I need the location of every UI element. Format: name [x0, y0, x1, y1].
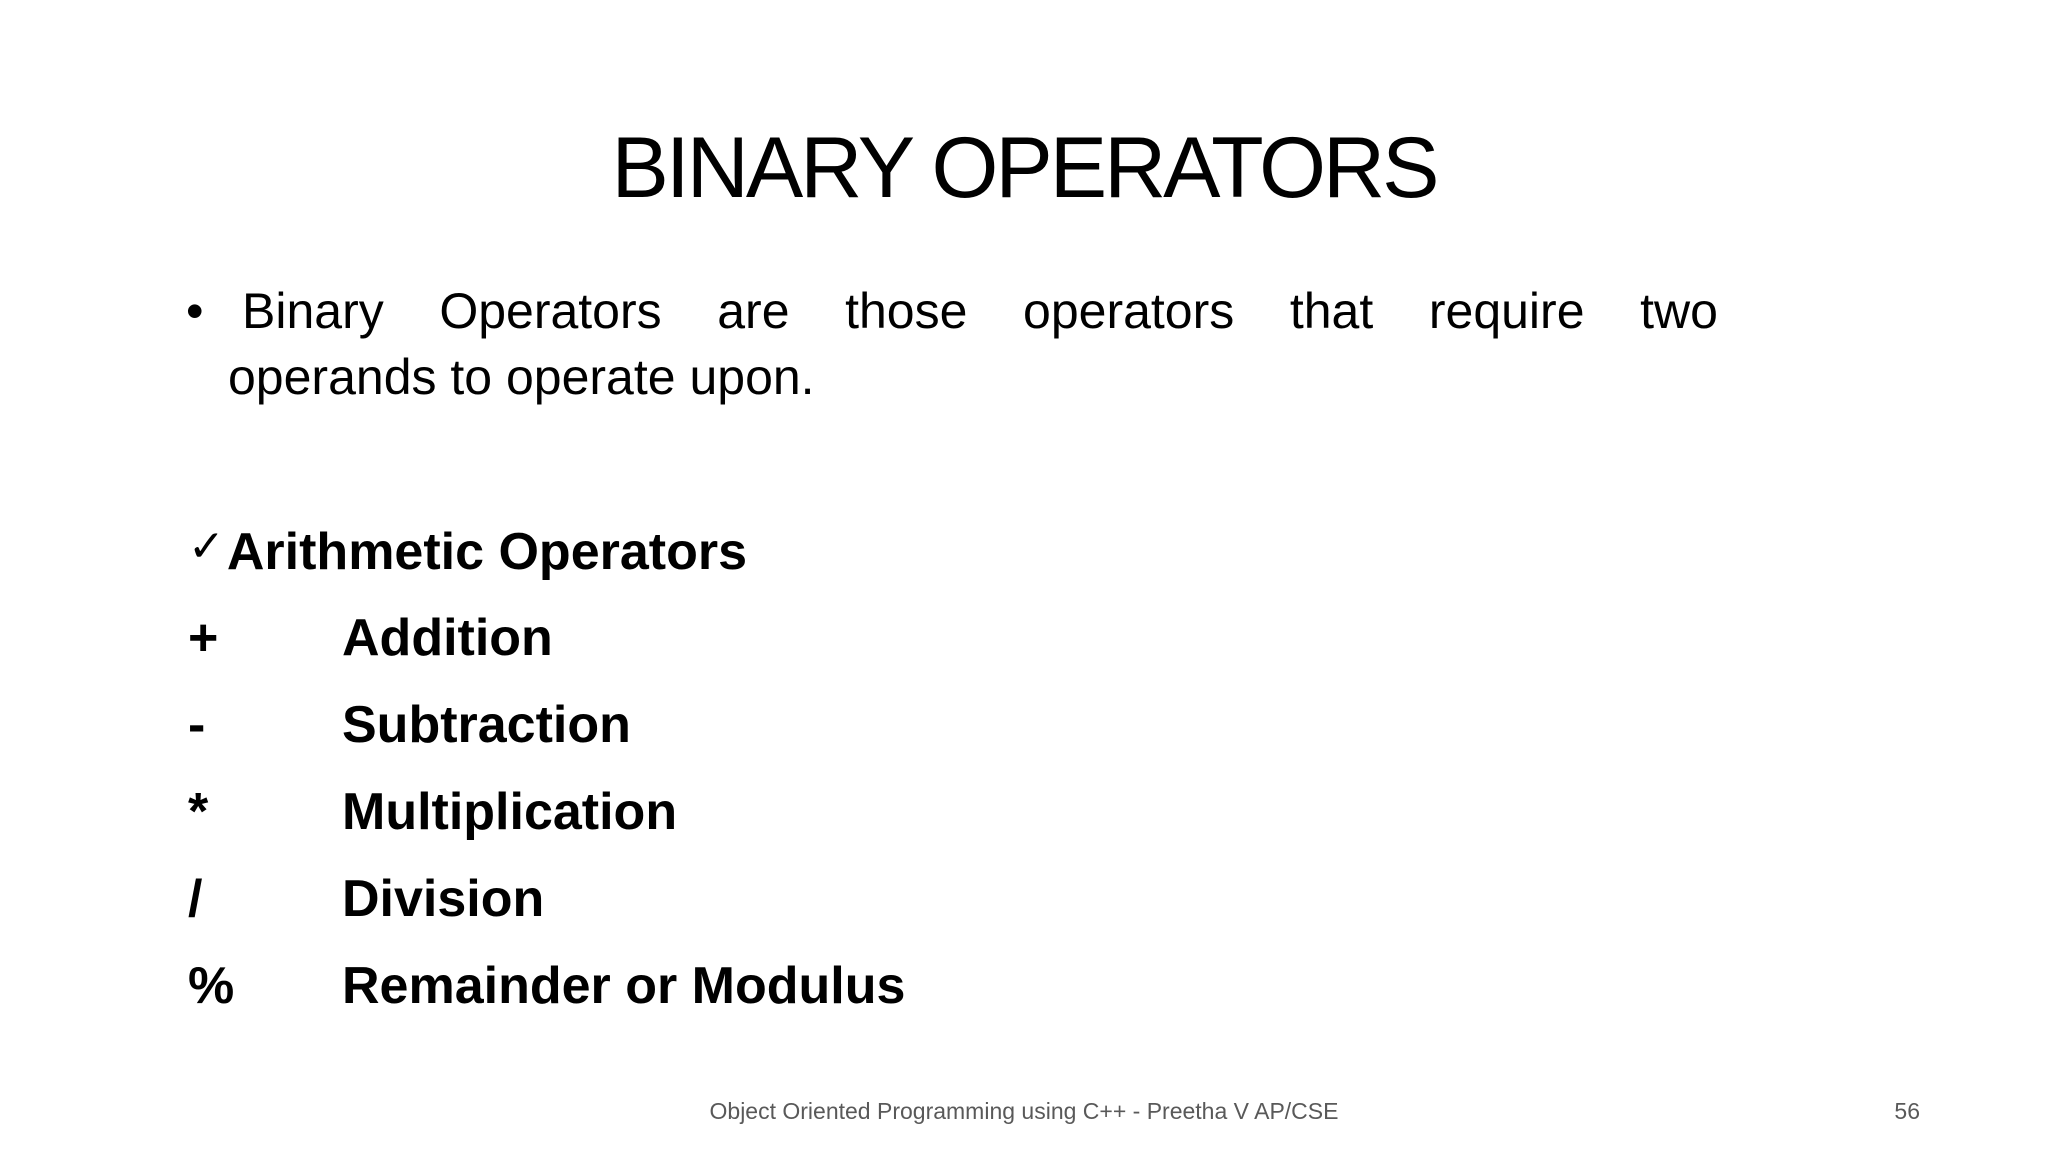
operator-symbol: /	[188, 870, 203, 928]
bullet-marker: •	[186, 283, 204, 339]
bullet-word: that	[1289, 283, 1374, 339]
bullet-word: Operators	[439, 283, 662, 339]
bullet-word: require	[1428, 283, 1585, 339]
bullet-word: those	[845, 283, 968, 339]
operator-name: Addition	[342, 609, 553, 667]
bullet-word: Binary	[242, 283, 384, 339]
operator-name: Division	[342, 870, 545, 928]
bullet-text-line-2: operands to operate upon.	[228, 349, 815, 405]
operator-name: Remainder or Modulus	[342, 957, 906, 1015]
operator-name: Subtraction	[342, 696, 631, 754]
bullet-word: are	[717, 283, 790, 339]
bullet-word: two	[1640, 283, 1718, 339]
section-heading	[188, 512, 747, 587]
operator-symbol: +	[188, 609, 219, 667]
bullet-word: operators	[1023, 283, 1235, 339]
slide-title: BINARY OPERATORS	[611, 120, 1437, 216]
operator-symbol: %	[188, 957, 235, 1015]
operator-name: Multiplication	[342, 783, 678, 841]
operator-symbol: *	[188, 783, 209, 841]
section-heading-text: Arithmetic Operators	[226, 523, 748, 581]
page-number: 56	[1894, 1098, 1920, 1124]
checkmark-icon: ✓	[188, 521, 225, 572]
bullet-text-line-1	[242, 278, 1718, 344]
slide-footer: Object Oriented Programming using C++ - Preetha V AP/CSE	[709, 1098, 1339, 1124]
operator-symbol: -	[188, 696, 206, 754]
